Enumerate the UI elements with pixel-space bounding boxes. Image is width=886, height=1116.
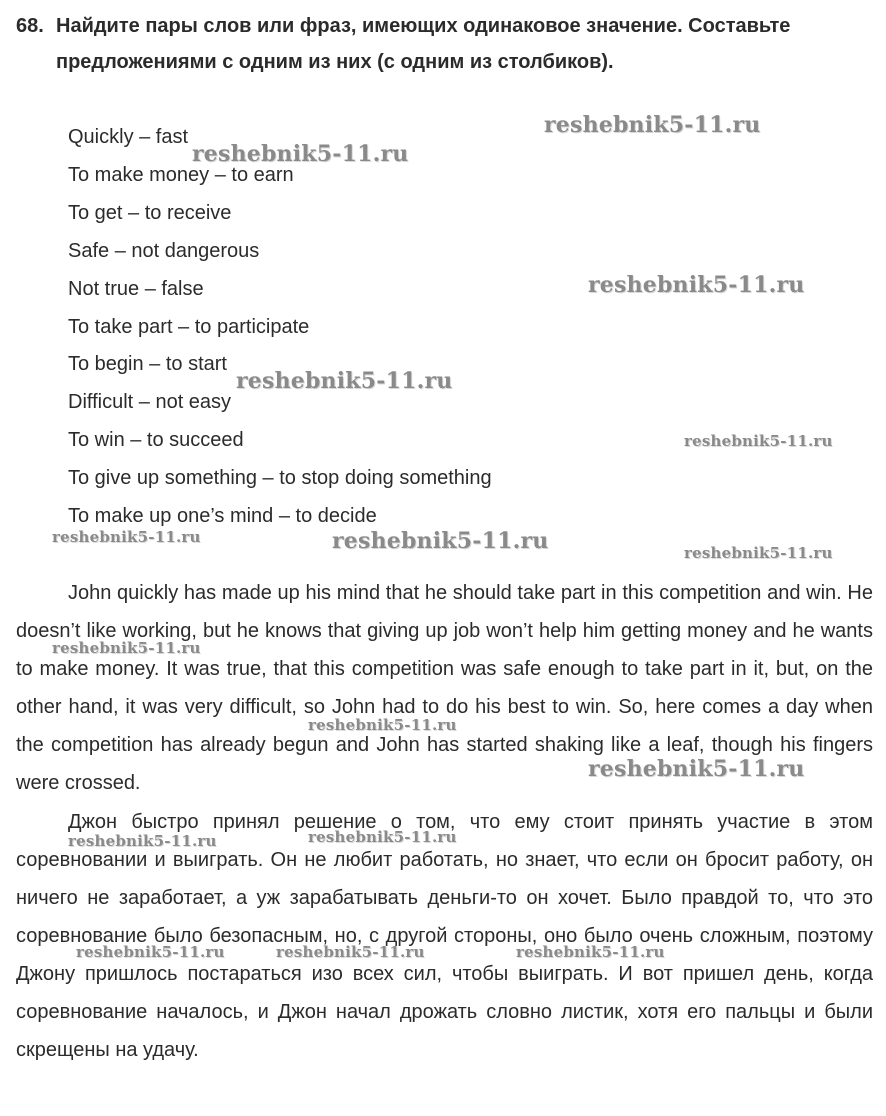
english-paragraph: John quickly has made up his mind that he should take part in this competition and win. He doesn’t like working, but he knows that giving up job won’t help him getting money and he wants to make money. It was true, that this competition was safe enough to take part in it, but, on the other hand, it was very difficult, so John had to do his best to win. So, here comes a day when the competition has already begun and John has started shaking like a leaf, though his fingers were crossed.	[16, 582, 873, 794]
watermark-logo: reshebnik5-11.ru	[516, 943, 665, 961]
watermark-logo: reshebnik5-11.ru	[236, 368, 453, 394]
watermark-logo: reshebnik5-11.ru	[192, 141, 409, 167]
watermark-logo: reshebnik5-11.ru	[308, 828, 457, 846]
watermark-logo: reshebnik5-11.ru	[308, 716, 457, 734]
word-pair: To give up something – to stop doing something	[68, 467, 492, 490]
word-pair: To make money – to earn	[68, 163, 294, 186]
word-pair: Quickly – fast	[68, 126, 189, 148]
watermark-logo: reshebnik5-11.ru	[544, 112, 761, 138]
task-number: 68.	[16, 15, 44, 37]
watermark-logo: reshebnik5-11.ru	[588, 756, 805, 782]
task-instruction-line1: Найдите пары слов или фраз, имеющих одинаковое значение. Составьте	[56, 15, 791, 37]
russian-paragraph: Джон быстро принял решение о том, что ему стоит принять участие в этом соревновании и выиграть. Он не любит работать, но знает, что если он бросит работу, он ничего не заработает, а уж зарабатывать деньги-то он хочет. Было правдой то, что это соревнование было безопасным, но, с другой стороны, оно было очень сложным, поэтому Джону пришлось постараться изо всех сил, чтобы выиграть. И вот пришел день, когда соревнование началось, и Джон начал дрожать словно листик, хотя его пальцы и были скрещены на удачу.	[16, 811, 873, 1061]
watermark-logo: reshebnik5-11.ru	[332, 528, 549, 554]
word-pairs-list	[68, 119, 492, 536]
word-pair: Difficult – not easy	[68, 391, 232, 414]
watermark-logo: reshebnik5-11.ru	[76, 943, 225, 961]
word-pair: Safe – not dangerous	[68, 239, 260, 262]
watermark-logo: reshebnik5-11.ru	[684, 544, 833, 562]
watermark-logo: reshebnik5-11.ru	[276, 943, 425, 961]
task-header	[16, 8, 876, 80]
watermark-logo: reshebnik5-11.ru	[588, 272, 805, 298]
word-pair: To make up one’s mind – to decide	[68, 505, 377, 528]
word-pair: To win – to succeed	[68, 429, 244, 452]
word-pair: To take part – to participate	[68, 315, 310, 338]
word-pair: To get – to receive	[68, 201, 232, 224]
word-pair: Not true – false	[68, 277, 204, 300]
watermark-logo: reshebnik5-11.ru	[52, 528, 201, 546]
watermark-logo: reshebnik5-11.ru	[684, 432, 833, 450]
task-instruction-line2: предложениями с одним из них (с одним из столбиков).	[56, 51, 614, 73]
watermark-logo: reshebnik5-11.ru	[68, 832, 217, 850]
word-pair: To begin – to start	[68, 353, 227, 376]
watermark-logo: reshebnik5-11.ru	[52, 639, 201, 657]
